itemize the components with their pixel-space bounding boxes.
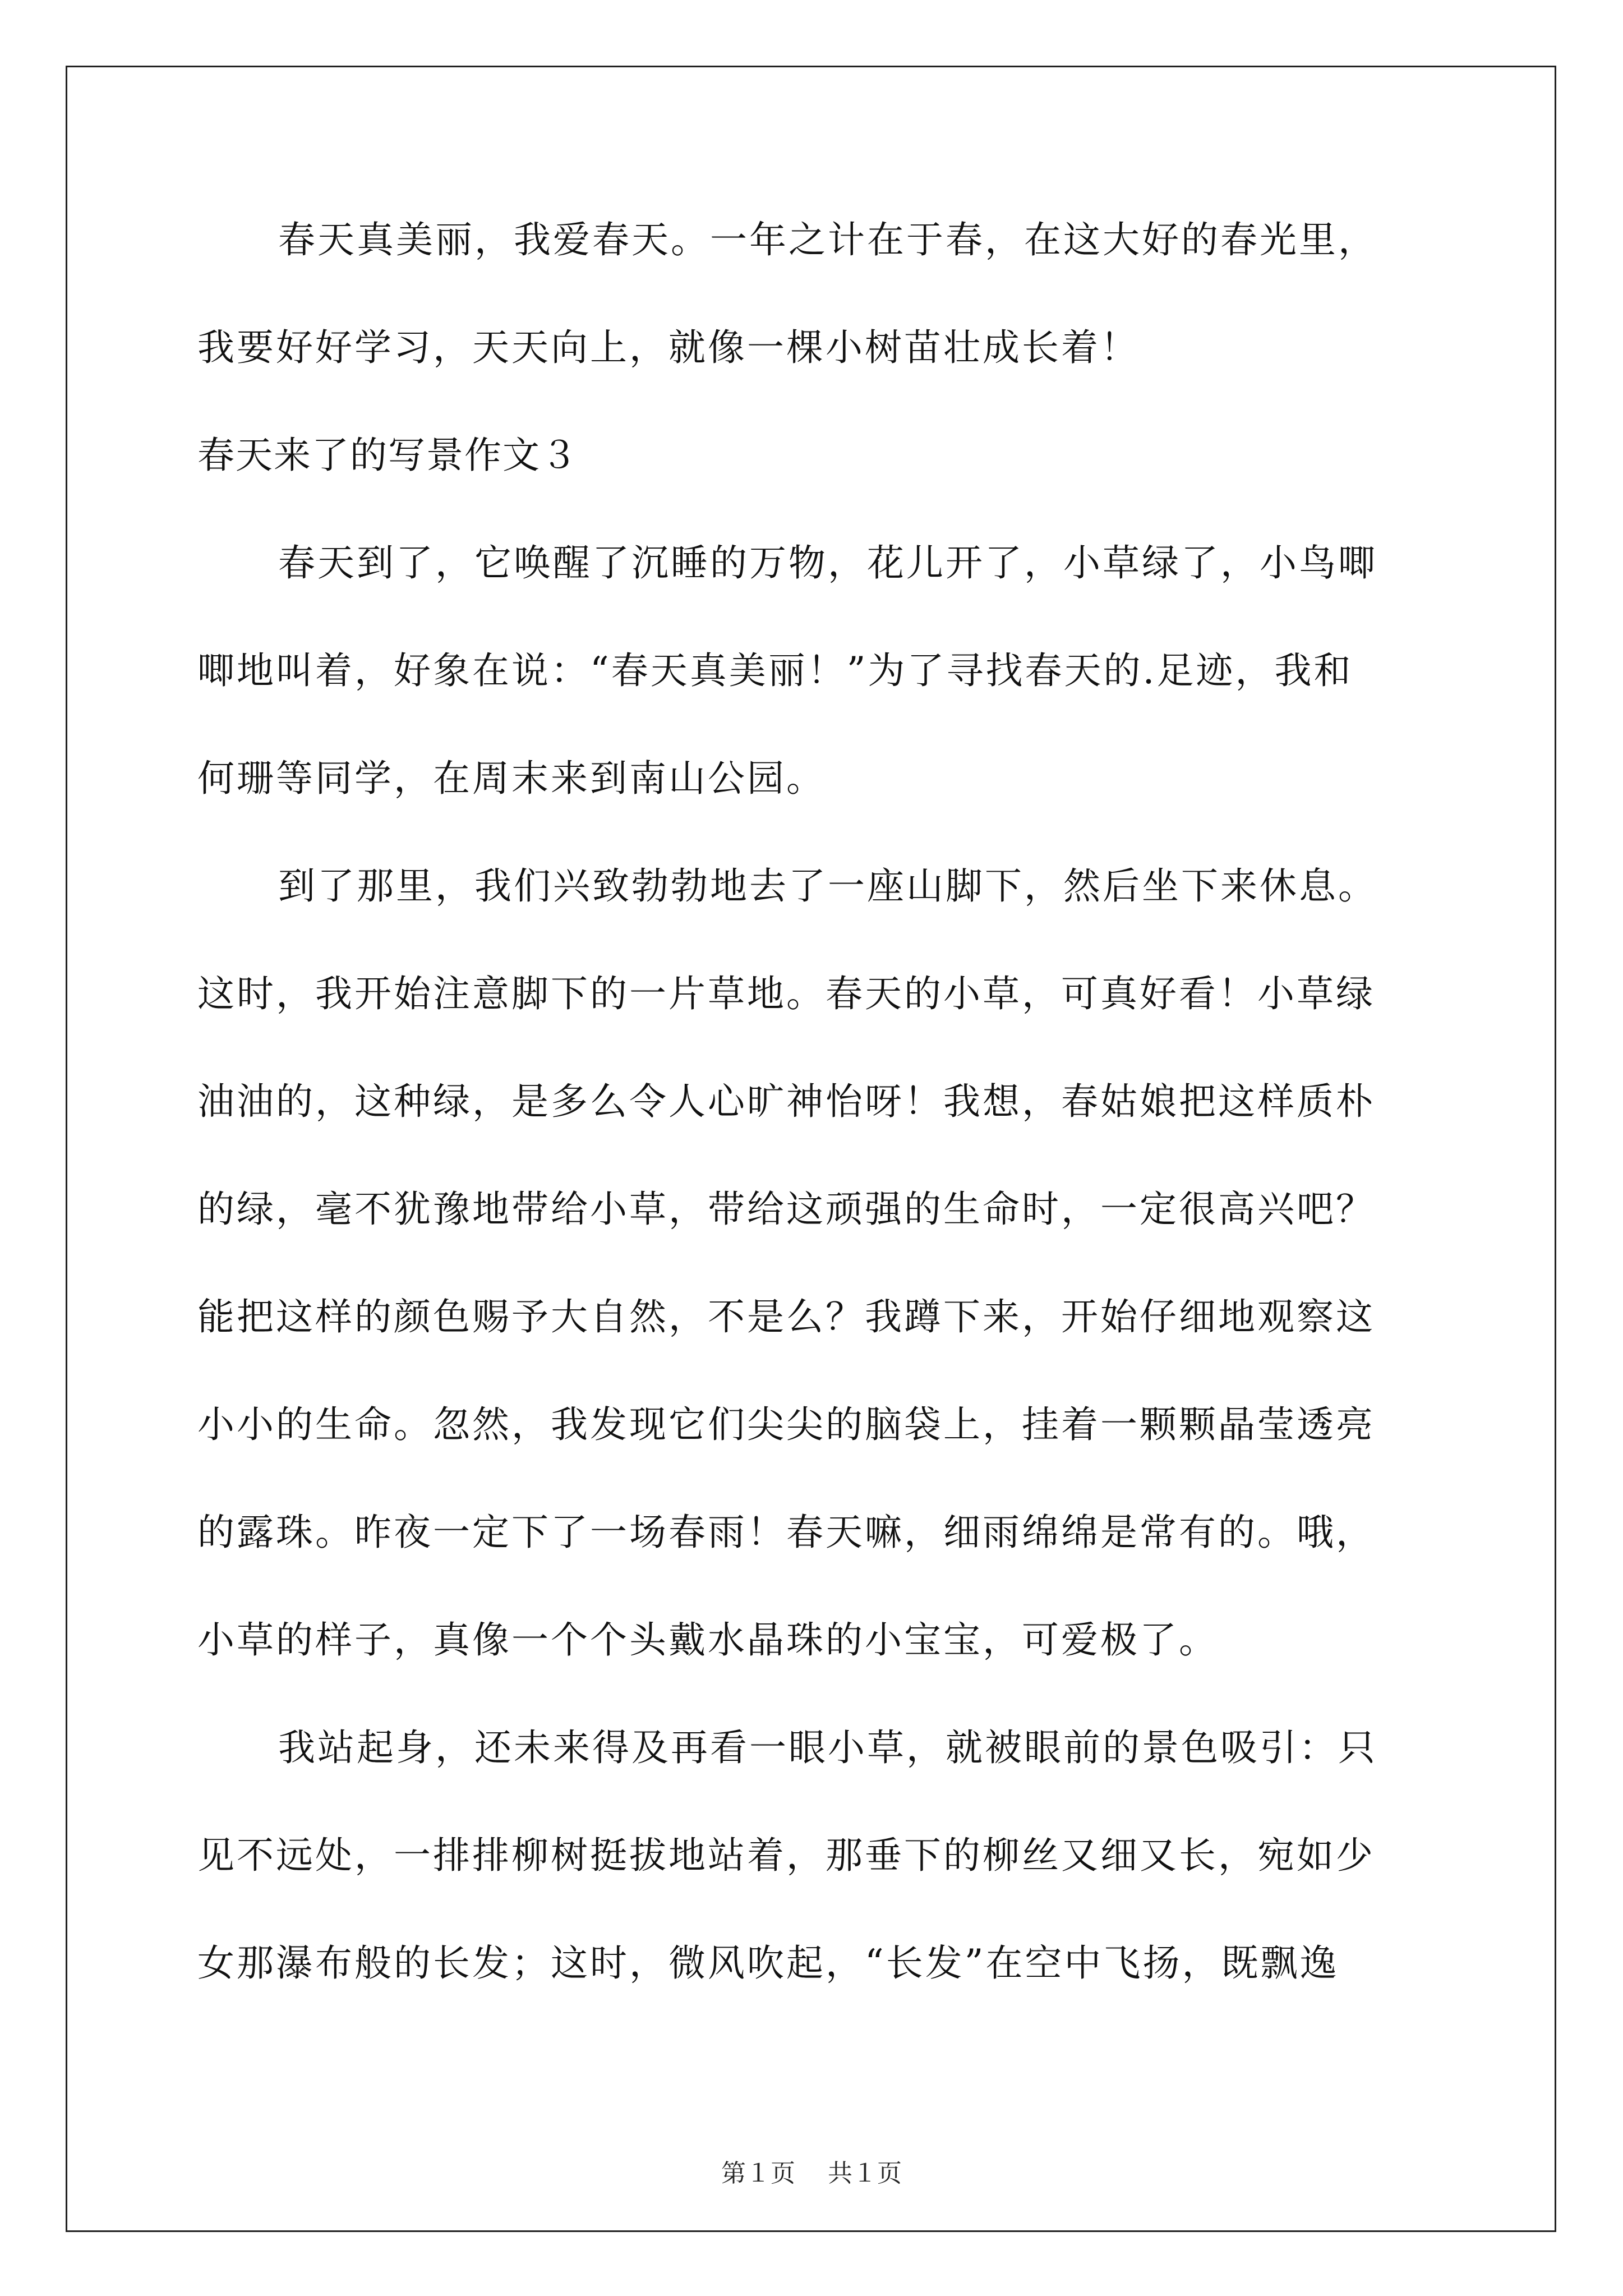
text-line: 油油的，这种绿，是多么令人心旷神怡呀！我想，春姑娘把这样质朴 (197, 1080, 1375, 1123)
text-line: 到了那里，我们兴致勃勃地去了一座山脚下，然后坐下来休息。 (278, 864, 1377, 908)
text-line: 小小的生命。忽然，我发现它们尖尖的脑袋上，挂着一颗颗晶莹透亮 (197, 1403, 1375, 1446)
section-heading: 春天来了的写景作文３ (197, 434, 579, 477)
text-line: 见不远处，一排排柳树挺拔地站着，那垂下的柳丝又细又长，宛如少 (197, 1834, 1375, 1877)
document-body (197, 213, 1429, 2044)
text-line: 我站起身，还未来得及再看一眼小草，就被眼前的景色吸引：只 (278, 1726, 1377, 1769)
text-line: 能把这样的颜色赐予大自然，不是么？我蹲下来，开始仔细地观察这 (197, 1295, 1375, 1338)
page-total: 共１页 (828, 2159, 902, 2188)
text-line: 的绿，毫不犹豫地带给小草，带给这顽强的生命时，一定很高兴吧？ (197, 1188, 1375, 1231)
text-line: 女那瀑布般的长发；这时，微风吹起，“长发”在空中飞扬，既飘逸 (197, 1941, 1339, 1985)
text-line: 小草的样子，真像一个个头戴水晶珠的小宝宝，可爱极了。 (197, 1618, 1218, 1662)
text-line: 何珊等同学，在周末来到南山公园。 (197, 757, 826, 800)
page-number: 第１页 (721, 2159, 795, 2188)
text-line: 的露珠。昨夜一定下了一场春雨！春天嘛，细雨绵绵是常有的。哦， (197, 1511, 1375, 1554)
text-line: 唧地叫着，好象在说：“春天真美丽！”为了寻找春天的.足迹，我和 (197, 649, 1353, 692)
page-footer (0, 2157, 1623, 2191)
text-line: 春天到了，它唤醒了沉睡的万物，花儿开了，小草绿了，小鸟唧 (278, 541, 1377, 585)
text-line: 这时，我开始注意脚下的一片草地。春天的小草，可真好看！小草绿 (197, 972, 1375, 1015)
text-line: 我要好好学习，天天向上，就像一棵小树苗壮成长着！ (197, 326, 1140, 369)
text-line: 春天真美丽，我爱春天。一年之计在于春，在这大好的春光里， (278, 218, 1377, 261)
